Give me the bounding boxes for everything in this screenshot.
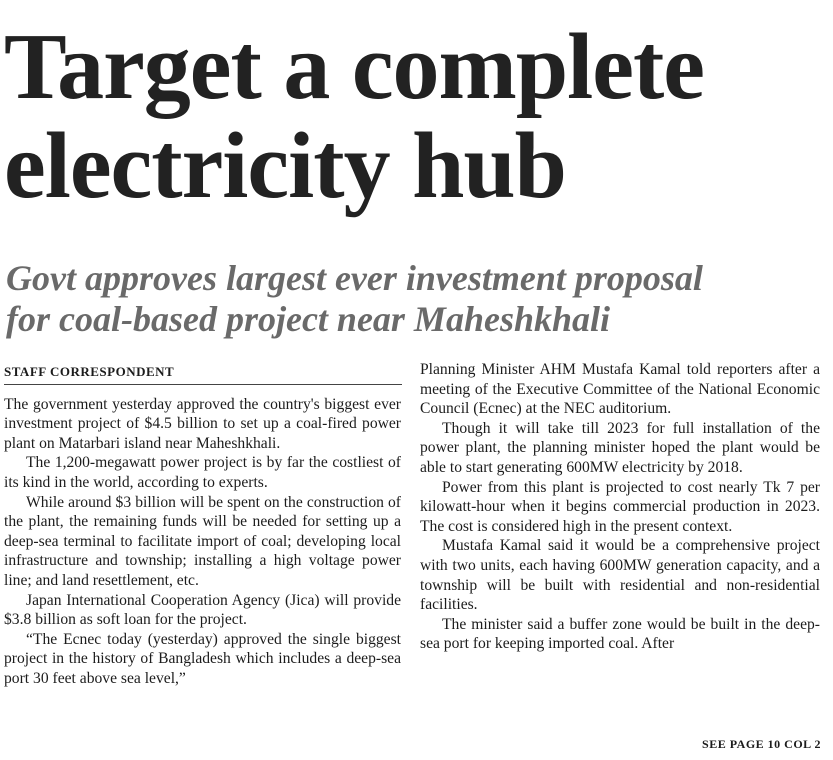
subheadline-line-2: for coal-based project near Maheshkhali	[6, 299, 611, 339]
subheadline-line-1: Govt approves largest ever investment proposal	[6, 258, 703, 298]
headline-line-2: electricity hub	[4, 114, 566, 218]
article-column-right	[420, 360, 820, 654]
article-paragraph: The minister said a buffer zone would be built in the deep-sea port for keeping imported coal. After	[420, 615, 820, 653]
continued-on-page-note: SEE PAGE 10 COL 2	[702, 737, 821, 751]
article-paragraph: Though it will take till 2023 for full installation of the power plant, the planning minister hoped the plant would be able to start generating 600MW electricity by 2018.	[420, 419, 820, 476]
article-paragraph: The 1,200-megawatt power project is by far the costliest of its kind in the world, according to experts.	[4, 454, 401, 491]
article-paragraph: Mustafa Kamal said it would be a comprehensive project with two units, each having 600MW generation capacity, and a township will be built with residential and non-residential facilities.	[420, 537, 820, 614]
headline	[4, 15, 830, 218]
article-paragraph: Japan International Cooperation Agency (Jica) will provide $3.8 billion as soft loan for the project.	[4, 591, 401, 629]
article-paragraph: Planning Minister AHM Mustafa Kamal told reporters after a meeting of the Executive Committee of the National Economic Council (Ecnec) at the NEC auditorium.	[420, 361, 820, 418]
headline-line-1: Target a complete	[4, 15, 704, 119]
byline: STAFF CORRESPONDENT	[4, 362, 402, 385]
subheadline	[6, 258, 832, 340]
article-column-left	[4, 362, 401, 689]
article-paragraph: Power from this plant is projected to cost nearly Tk 7 per kilowatt-hour when it begins commercial production in 2023. The cost is considered high in the present context.	[420, 478, 820, 535]
article-paragraph: “The Ecnec today (yesterday) approved the single biggest project in the history of Bangladesh which includes a deep-sea port 30 feet above sea level,”	[4, 630, 401, 687]
article-paragraph: While around $3 billion will be spent on the construction of the plant, the remaining funds will be needed for setting up a deep-sea terminal to facilitate import of coal; developing local infrastructure and township; installing a high voltage power line; and land resettlement, etc.	[4, 493, 401, 589]
article-paragraph: The government yesterday approved the country's biggest ever investment project of $4.5 billion to set up a coal-fired power plant on Matarbari island near Maheshkhali.	[4, 395, 401, 452]
